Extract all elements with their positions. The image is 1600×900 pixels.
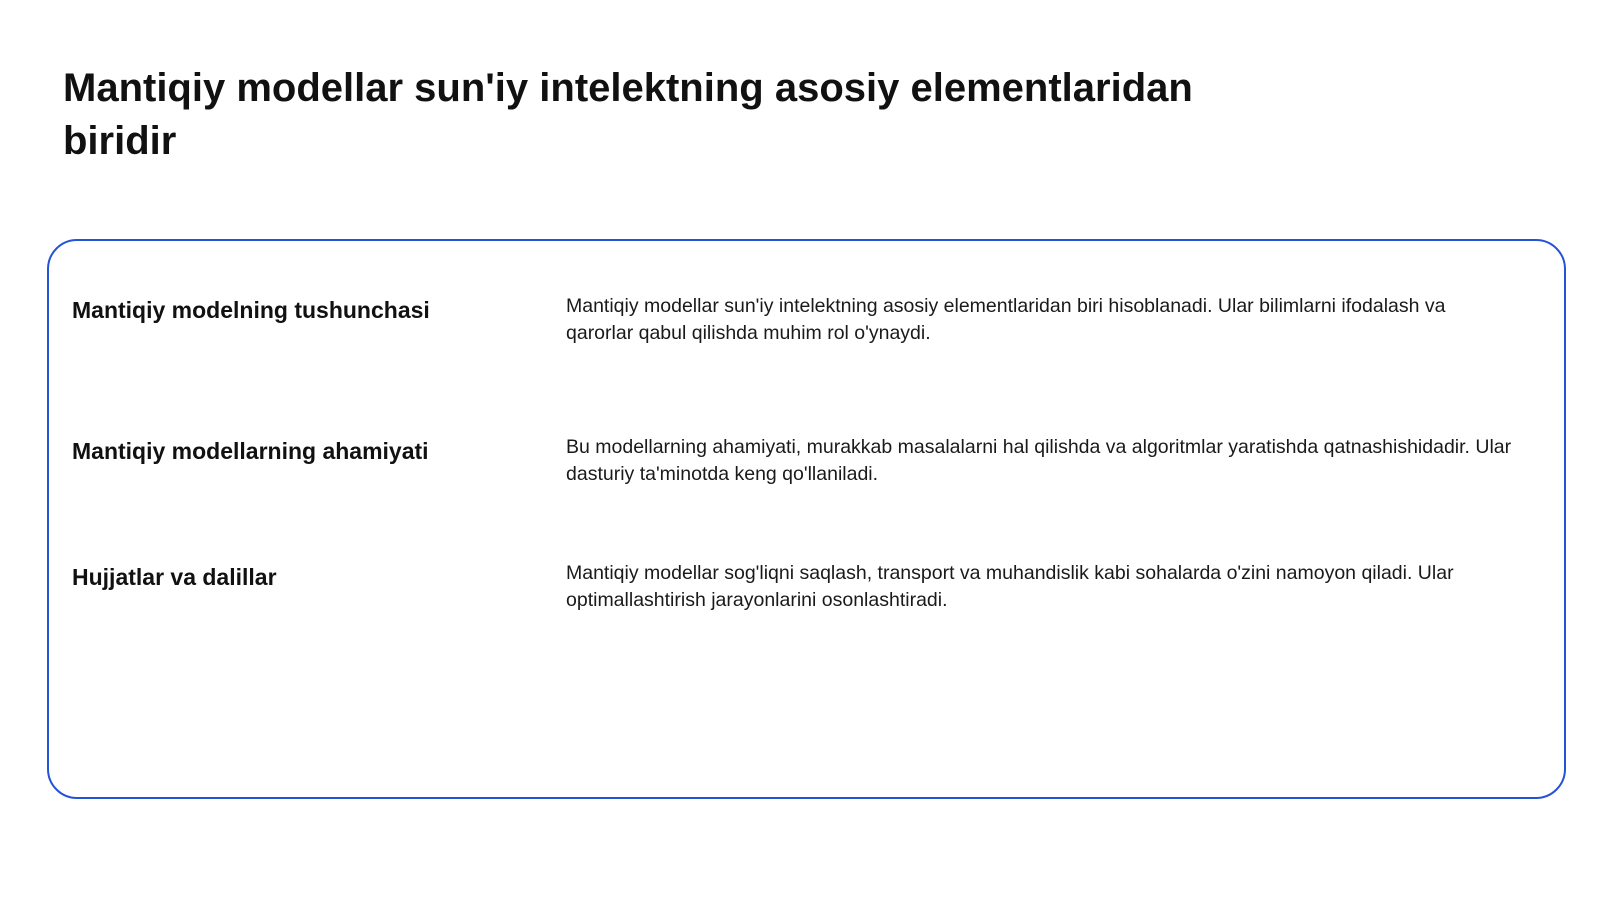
- row-label: Hujjatlar va dalillar: [72, 564, 277, 590]
- content-card: [47, 239, 1566, 799]
- row-text: Bu modellarning ahamiyati, murakkab masalalarni hal qilishda va algoritmlar yaratishda qatnashishidadir. Ular dasturiy ta'minotda keng qo'llaniladi.: [566, 436, 1512, 485]
- row-label: Mantiqiy modellarning ahamiyati: [72, 438, 429, 464]
- row-label: Mantiqiy modelning tushunchasi: [72, 297, 430, 323]
- slide-title: Mantiqiy modellar sun'iy intelektning asosiy elementlaridan biridir: [63, 66, 1193, 163]
- row-text: Mantiqiy modellar sun'iy intelektning asosiy elementlaridan biri hisoblanadi. Ular bilimlarni ifodalash va qarorlar qabul qilishda muhim rol o'ynaydi.: [566, 295, 1446, 344]
- row-text: Mantiqiy modellar sog'liqni saqlash, transport va muhandislik kabi sohalarda o'zini namoyon qiladi. Ular optimallashtirish jarayonlarini osonlashtiradi.: [566, 562, 1454, 611]
